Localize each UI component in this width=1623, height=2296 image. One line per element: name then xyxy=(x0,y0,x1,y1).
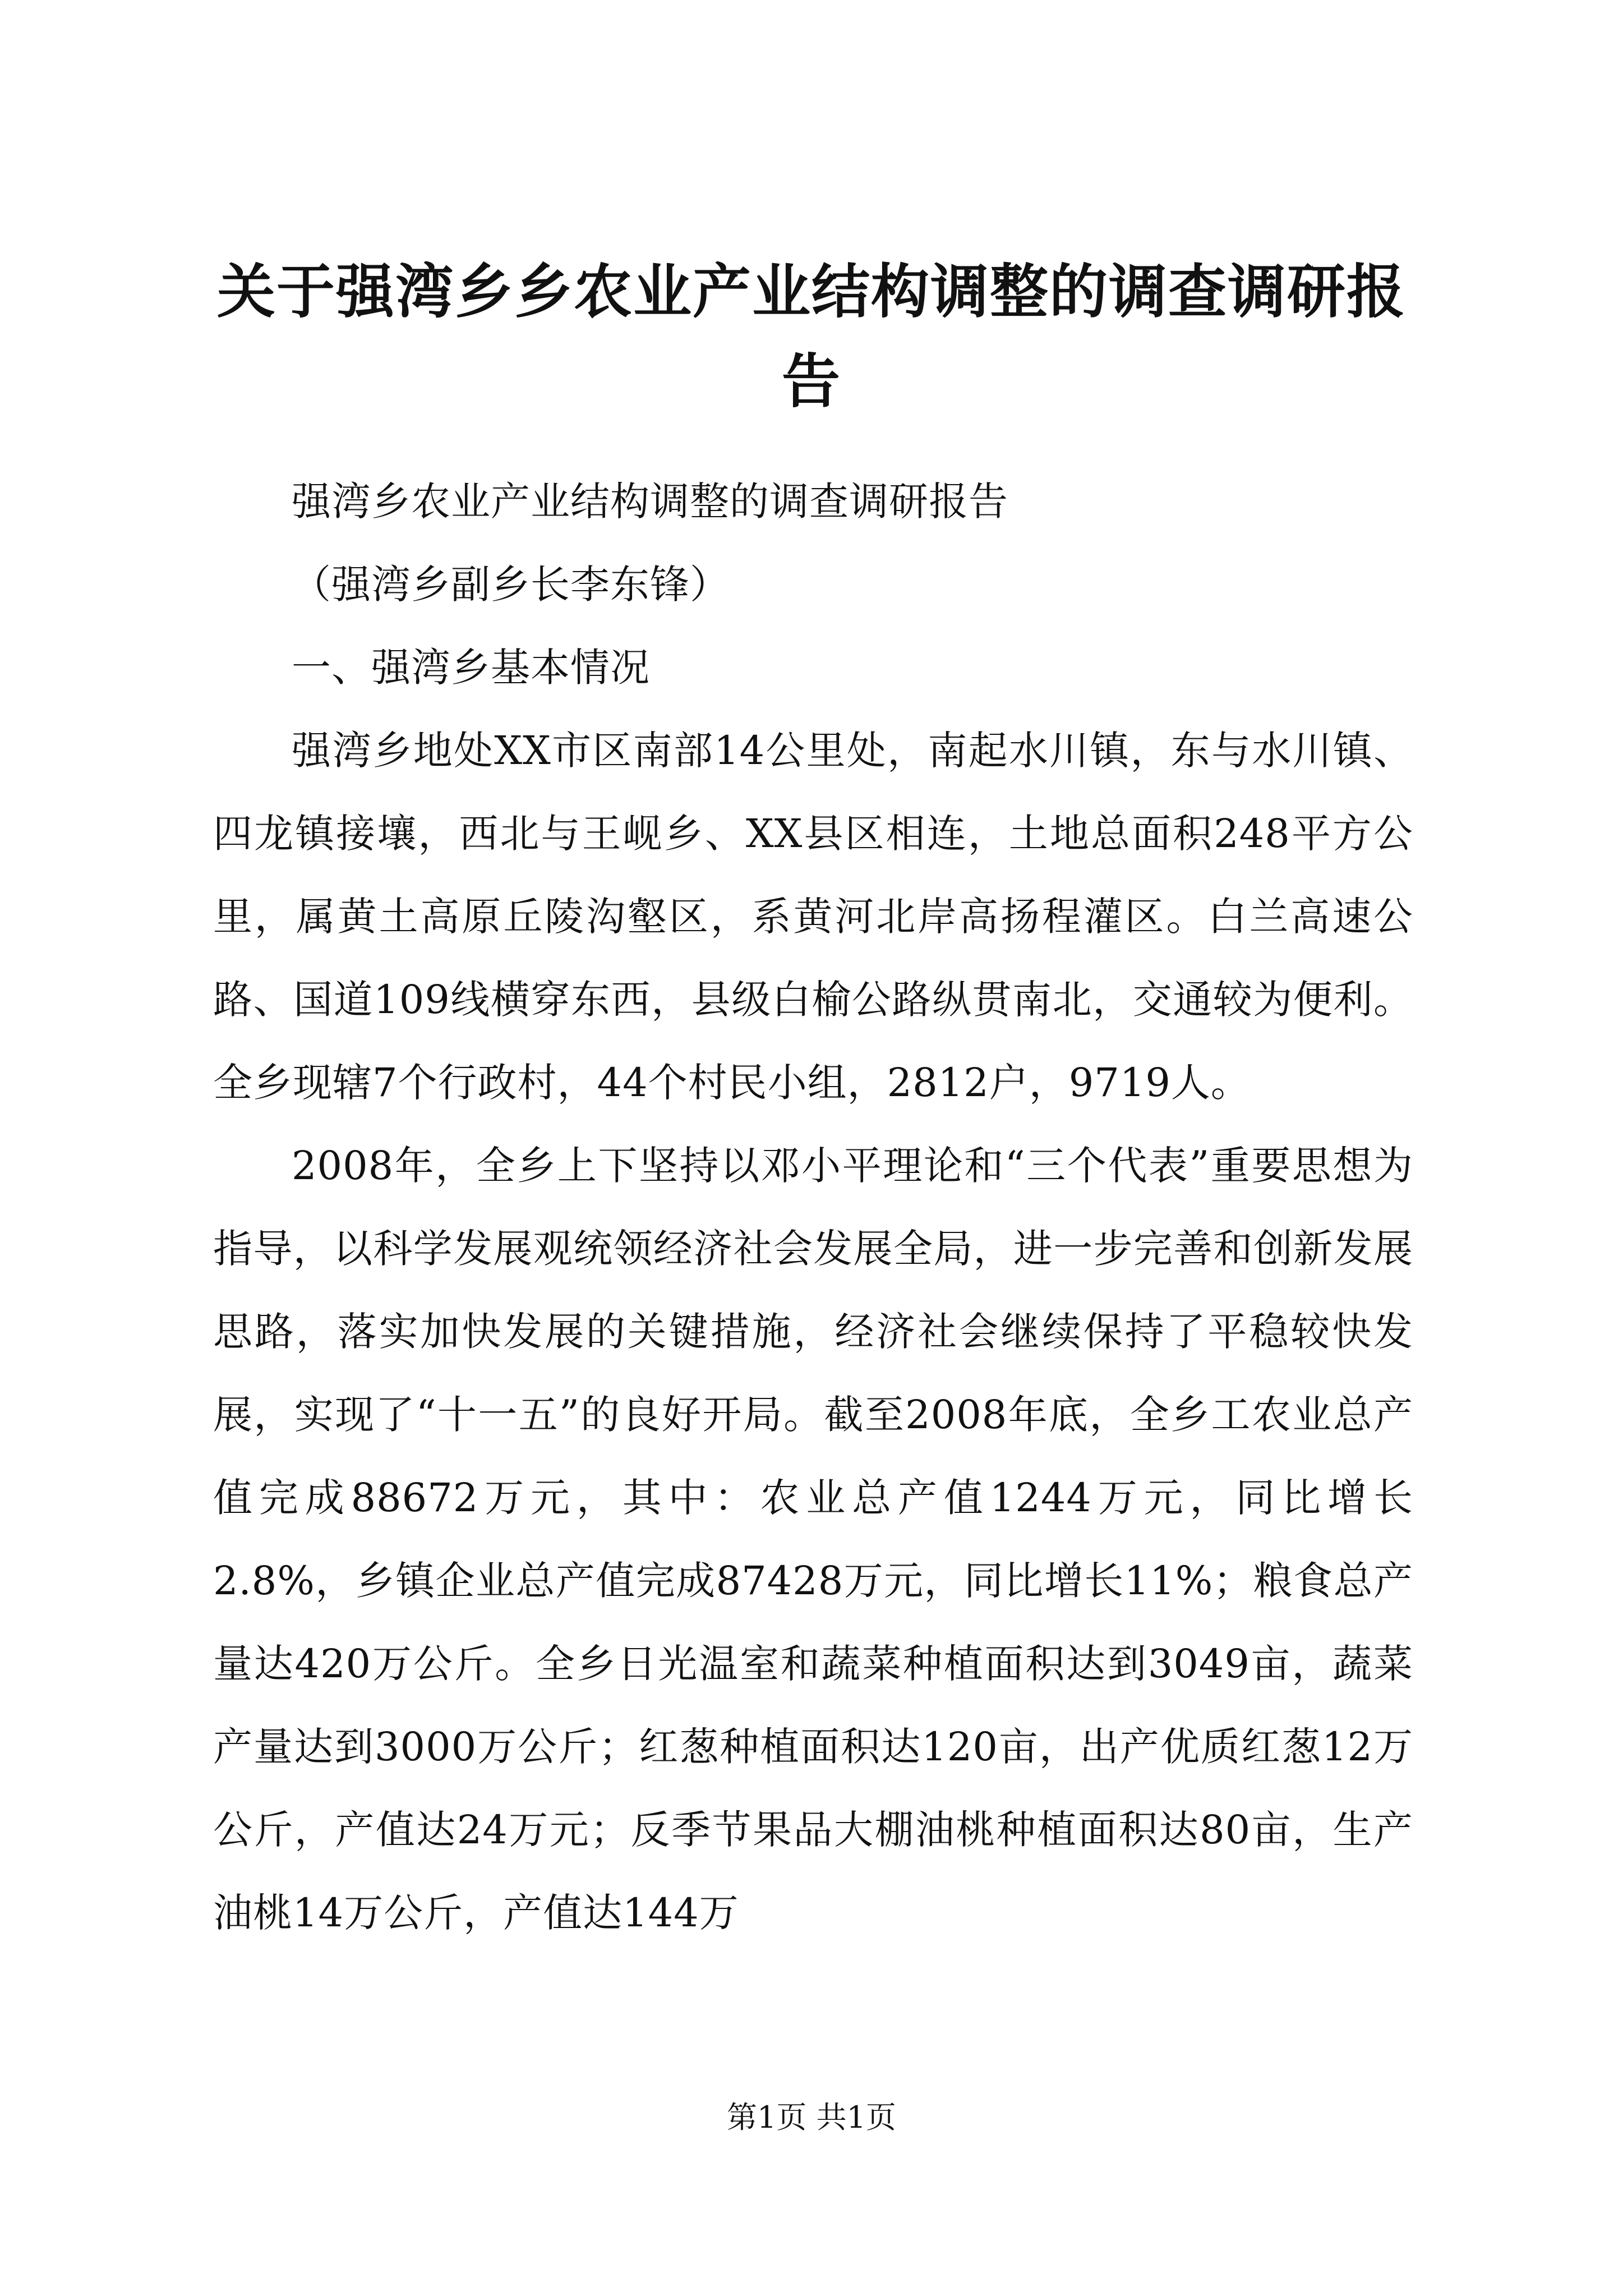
page-number-footer: 第1页 共1页 xyxy=(727,2100,896,2135)
section-heading: 一、强湾乡基本情况 xyxy=(292,645,650,691)
document-title: 关于强湾乡乡农业产业结构调整的调查调研报告 xyxy=(216,257,1406,416)
body-paragraph: 强湾乡地处XX市区南部14公里处，南起水川镇，东与水川镇、四龙镇接壤，西北与王岘乡、XX县区相连，土地总面积248平方公里，属黄土高原丘陵沟壑区，系黄河北岸高扬程灌区。白兰高速公路、国道109线横穿东西，县级白榆公路纵贯南北，交通较为便利。全乡现辖7个行政村，44个村民小组，2812户，9719人。 xyxy=(213,728,1413,1106)
body-paragraph: 2008年，全乡上下坚持以邓小平理论和“三个代表”重要思想为指导，以科学发展观统领经济社会发展全局，进一步完善和创新发展思路，落实加快发展的关键措施，经济社会继续保持了平稳较快发展，实现了“十一五”的良好开局。截至2008年底，全乡工农业总产值完成88672万元，其中：农业总产值1244万元，同比增长2.8%，乡镇企业总产值完成87428万元，同比增长11%；粮食总产量达420万公斤。全乡日光温室和蔬菜种植面积达到3049亩，蔬菜产量达到3000万公斤；红葱种植面积达120亩，出产优质红葱12万公斤，产值达24万元；反季节果品大棚油桃种植面积达80亩，生产油桃14万公斤，产值达144万 xyxy=(213,1143,1413,1936)
document-body xyxy=(213,460,1413,1954)
author-paragraph: （强湾乡副乡长李东锋） xyxy=(292,562,730,608)
subtitle-paragraph: 强湾乡农业产业结构调整的调查调研报告 xyxy=(292,478,1008,524)
